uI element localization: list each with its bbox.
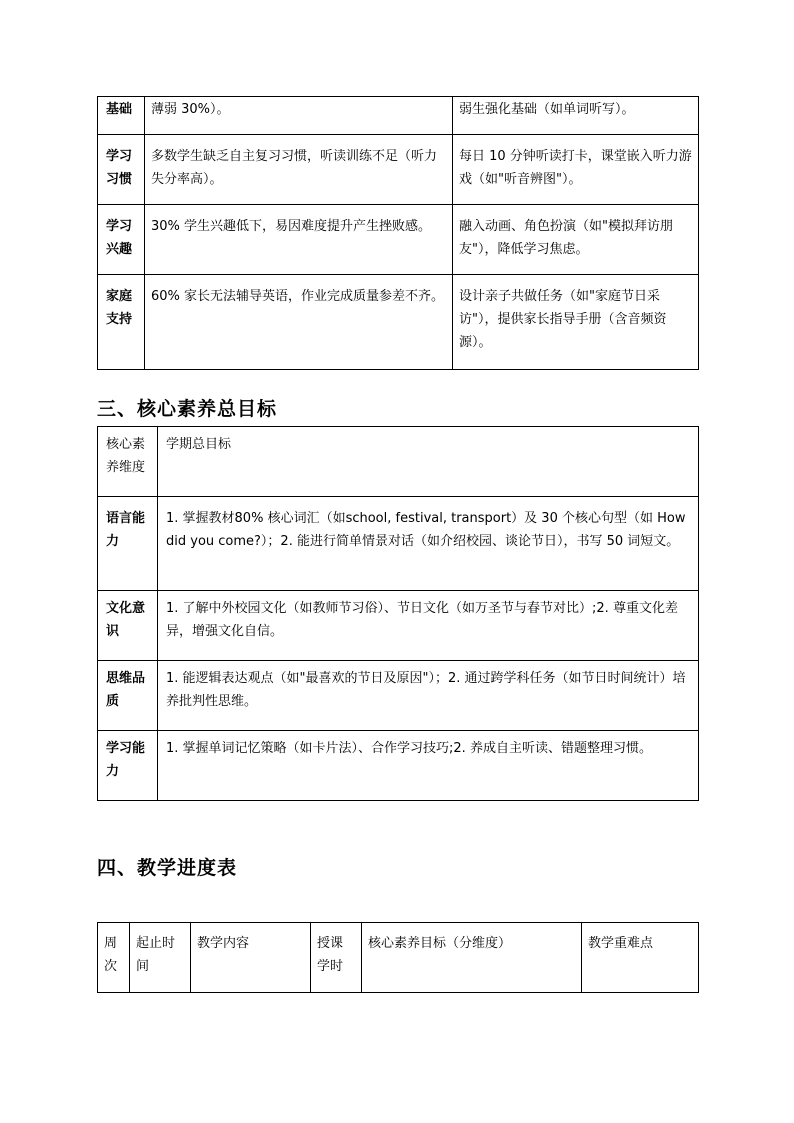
schedule-table bbox=[97, 922, 699, 993]
situation-cell: 多数学生缺乏自主复习习惯，听读训练不足（听力失分率高）。 bbox=[145, 135, 453, 205]
section-heading-core-goals: 三、核心素养总目标 bbox=[97, 398, 278, 420]
row-label: 基础 bbox=[98, 97, 145, 135]
hours-header: 授课学时 bbox=[311, 923, 362, 993]
key-points-header: 教学重难点 bbox=[582, 923, 699, 993]
section-heading-schedule: 四、教学进度表 bbox=[97, 857, 238, 879]
goals-row-learning bbox=[98, 731, 699, 801]
analysis-row-habits bbox=[98, 135, 699, 205]
goal-text: 1. 掌握单词记忆策略（如卡片法）、合作学习技巧;2. 养成自主听读、错题整理习惯。 bbox=[158, 731, 699, 801]
dimension-label: 语言能力 bbox=[98, 497, 158, 591]
schedule-header-row bbox=[98, 923, 699, 993]
strategy-cell: 弱生强化基础（如单词听写）。 bbox=[453, 97, 699, 135]
content-header: 教学内容 bbox=[191, 923, 311, 993]
row-label: 学习习惯 bbox=[98, 135, 145, 205]
strategy-cell: 融入动画、角色扮演（如"模拟拜访朋友"），降低学习焦虑。 bbox=[453, 205, 699, 275]
analysis-row-basics bbox=[98, 97, 699, 135]
goals-row-language bbox=[98, 497, 699, 591]
goal-text: 1. 了解中外校园文化（如教师节习俗）、节日文化（如万圣节与春节对比）;2. 尊重文化差异，增强文化自信。 bbox=[158, 591, 699, 661]
goals-header-row bbox=[98, 427, 699, 497]
analysis-row-interest bbox=[98, 205, 699, 275]
week-header: 周次 bbox=[98, 923, 130, 993]
dimension-header: 核心素养维度 bbox=[98, 427, 158, 497]
goal-text: 1. 掌握教材80% 核心词汇（如school, festival, transport）及 30 个核心句型（如 How did you come?）；2. 能进行简单情景对话（如介绍校园、谈论节日），书写 50 词短文。 bbox=[158, 497, 699, 591]
situation-cell: 30% 学生兴趣低下，易因难度提升产生挫败感。 bbox=[145, 205, 453, 275]
strategy-cell: 设计亲子共做任务（如"家庭节日采访"），提供家长指导手册（含音频资源）。 bbox=[453, 275, 699, 370]
date-range-header: 起止时间 bbox=[130, 923, 191, 993]
goals-row-thinking bbox=[98, 661, 699, 731]
situation-cell: 薄弱 30%）。 bbox=[145, 97, 453, 135]
row-label: 家庭支持 bbox=[98, 275, 145, 370]
situation-cell: 60% 家长无法辅导英语，作业完成质量参差不齐。 bbox=[145, 275, 453, 370]
dimension-label: 思维品质 bbox=[98, 661, 158, 731]
competency-header: 核心素养目标（分维度） bbox=[362, 923, 582, 993]
strategy-cell: 每日 10 分钟听读打卡，课堂嵌入听力游戏（如"听音辨图"）。 bbox=[453, 135, 699, 205]
goal-text: 1. 能逻辑表达观点（如"最喜欢的节日及原因"）；2. 通过跨学科任务（如节日时间统计）培养批判性思维。 bbox=[158, 661, 699, 731]
analysis-row-family bbox=[98, 275, 699, 370]
goals-row-culture bbox=[98, 591, 699, 661]
row-label: 学习兴趣 bbox=[98, 205, 145, 275]
core-goals-table bbox=[97, 426, 699, 801]
goal-header: 学期总目标 bbox=[158, 427, 699, 497]
analysis-table bbox=[97, 96, 699, 370]
dimension-label: 学习能力 bbox=[98, 731, 158, 801]
dimension-label: 文化意识 bbox=[98, 591, 158, 661]
